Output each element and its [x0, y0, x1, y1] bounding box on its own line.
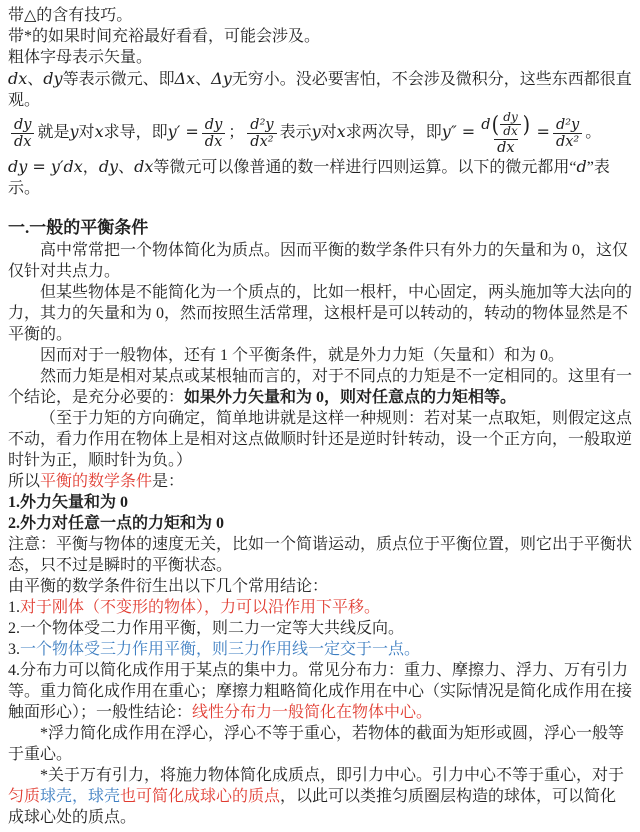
intro-line-4	[8, 68, 632, 111]
fraction-denominator: dx	[202, 133, 225, 150]
red-text-run: 平衡的数学条件	[40, 473, 153, 491]
para-derived-intro: 由平衡的数学条件衍生出以下几个常用结论：	[8, 578, 329, 596]
intro-line-3: 粗体字母表示矢量。	[8, 49, 153, 66]
text-run: 所以	[8, 473, 41, 491]
fraction-dy-dx-small	[500, 111, 520, 139]
blue-text-run: 一个物体受三力作用平衡，则三力作用线一定交于一点。	[20, 641, 421, 659]
text-run: 对	[320, 124, 337, 142]
para-torque-conclusion	[8, 366, 632, 408]
para-notice: 注意：平衡与物体的速度无关，比如一个简谐运动，质点位于平衡位置，则它出于平衡状态，只不过是瞬时的平衡状态。	[8, 536, 633, 575]
fraction-dy-dx	[202, 117, 225, 150]
text-run: 、	[195, 71, 212, 88]
left-paren: (	[491, 111, 499, 138]
para-point-mass: 高中常常把一个物体简化为质点。因而平衡的数学条件只有外力的矢量和为 0，这仅仅针对共点力。	[8, 242, 629, 281]
text-run: 4.分布力可以简化成作用于某点的集中力。常见分布力：重力、摩擦力、浮力、万有引力等。重力简化成作用在重心；摩擦力粗略简化成作用在中心（实际情况是简化成作用在接触面形心）；一般性结论：	[8, 662, 633, 722]
math-run: d	[576, 157, 587, 177]
text-run: 对	[78, 124, 95, 142]
text-run: 求导，即	[103, 124, 168, 142]
text-run: ，以此可以类推匀质圈层构造的球体，可以简化成球心处的质点。	[8, 788, 617, 827]
conclusion-2: 2.一个物体受二力作用平衡，则二力一定等大共线反向。	[8, 620, 405, 638]
derivative-formula-line	[8, 111, 632, 156]
math-run: dx	[134, 157, 154, 177]
text-run: 1.	[8, 599, 20, 617]
condition-2: 2.外力对任意一点的力矩和为 0	[8, 515, 225, 533]
para-gravitation	[8, 765, 632, 828]
text-run: 表示	[279, 124, 312, 142]
math-run: x	[94, 122, 104, 142]
math-run: dx	[8, 69, 28, 88]
fraction-denominator: dx	[11, 133, 34, 150]
text-run: 然而力矩是相对某点或某根轴而言的，对于不同点的力矩是不一定相同的。这里有一个结论，是充分必要的：	[8, 368, 633, 407]
fraction-numerator: dy	[204, 116, 223, 133]
text-run: 求两次导，即	[345, 124, 442, 142]
math-run: d	[481, 116, 491, 133]
fraction-dy-dx	[11, 117, 34, 150]
math-run: y	[69, 122, 79, 142]
text-run: *关于万有引力，将施力物体简化成质点，即引力中心。引力中心不等于重心，对于	[40, 767, 625, 785]
math-run: dy = y′dx	[8, 157, 83, 177]
math-run: y′ =	[167, 122, 199, 142]
condition-1: 1.外力矢量和为 0	[8, 494, 129, 512]
math-run: y″ =	[441, 122, 476, 142]
fraction-d2y-dx2	[247, 117, 276, 150]
fraction-denominator: dx²	[247, 133, 276, 150]
conclusion-3	[8, 639, 632, 660]
red-text-run: 匀质	[8, 788, 41, 806]
text-run: ”表示。	[8, 159, 610, 198]
fraction-numerator: dy	[503, 110, 518, 124]
text-run: 就是	[37, 124, 70, 142]
text-run: 是：	[152, 473, 185, 491]
text-run: 等表示微元、即	[62, 71, 175, 88]
red-text-run: 线性分布力一般简化在物体中心。	[192, 704, 433, 722]
math-run: y	[311, 122, 321, 142]
fraction-nested-derivative	[478, 111, 533, 156]
text-run: 3.	[8, 641, 20, 659]
para-extra-condition: 因而对于一般物体，还有 1 个平衡条件，就是外力力矩（矢量和）和为 0。	[40, 347, 565, 365]
fraction-numerator	[478, 111, 533, 139]
fraction-numerator: d²y	[555, 116, 580, 133]
section-heading: 一.一般的平衡条件	[8, 218, 149, 238]
math-run: =	[536, 122, 550, 142]
fraction-denominator: dx	[494, 139, 517, 156]
right-paren: )	[522, 111, 530, 138]
math-run: x	[336, 122, 346, 142]
red-text-run: 对于刚体（不变形的物体），力可以沿作用下平移。	[20, 599, 381, 617]
text-run: ；	[228, 124, 245, 142]
text-run: 、	[118, 159, 135, 177]
fraction-denominator: dx	[500, 124, 520, 138]
math-run: Δy	[211, 69, 232, 88]
differential-rule-line	[8, 156, 632, 199]
para-buoyancy: *浮力简化成作用在浮心，浮心不等于重心，若物体的截面为矩形或圆，浮心一般等于重心。	[8, 725, 625, 764]
math-run: dy	[98, 157, 119, 177]
text-run: 。	[585, 124, 602, 142]
math-run: Δx	[174, 69, 196, 88]
para-so-conditions	[8, 471, 632, 492]
fraction-numerator: d²y	[250, 116, 274, 133]
bold-conclusion-run: 如果外力矢量和为 0，则对任意点的力矩相等。	[184, 389, 517, 407]
intro-line-2: 带*的如果时间充裕最好看看，可能会涉及。	[8, 28, 321, 45]
text-run: ，	[82, 159, 99, 177]
text-run: 、	[27, 71, 44, 88]
fraction-numerator: dy	[14, 116, 32, 133]
blue-text-run: 球壳，球壳	[40, 788, 121, 806]
para-torque-direction-rule: （至于力矩的方向确定，简单地讲就是这样一种规则：若对某一点取矩，则假定这点不动，看力作用在物体上是相对这点做顺时针还是逆时针转动，设一个正方向，一般取逆时针为正，顺时针为负。）	[8, 410, 633, 470]
fraction-d2y-dx2	[553, 117, 582, 150]
para-rod-example: 但某些物体是不能简化为一个质点的，比如一根杆，中心固定，两头施加等大法向的力，其力的矢量和为 0，然而按照生活常理，这根杆是可以转动的，转动的物体显然是不平衡的。	[8, 284, 633, 344]
fraction-denominator: dx²	[553, 133, 582, 150]
text-run: 等微元可以像普通的数一样进行四则运算。以下的微元都用“	[153, 159, 577, 177]
conclusion-1	[8, 597, 632, 618]
text-run: 无穷小。没必要害怕，不会涉及微积分，这些东西都很直观。	[8, 71, 632, 109]
math-run: dy	[43, 69, 63, 88]
intro-line-1: 带△的含有技巧。	[8, 7, 133, 24]
red-text-run: 也可简化成球心的质点	[120, 788, 281, 806]
